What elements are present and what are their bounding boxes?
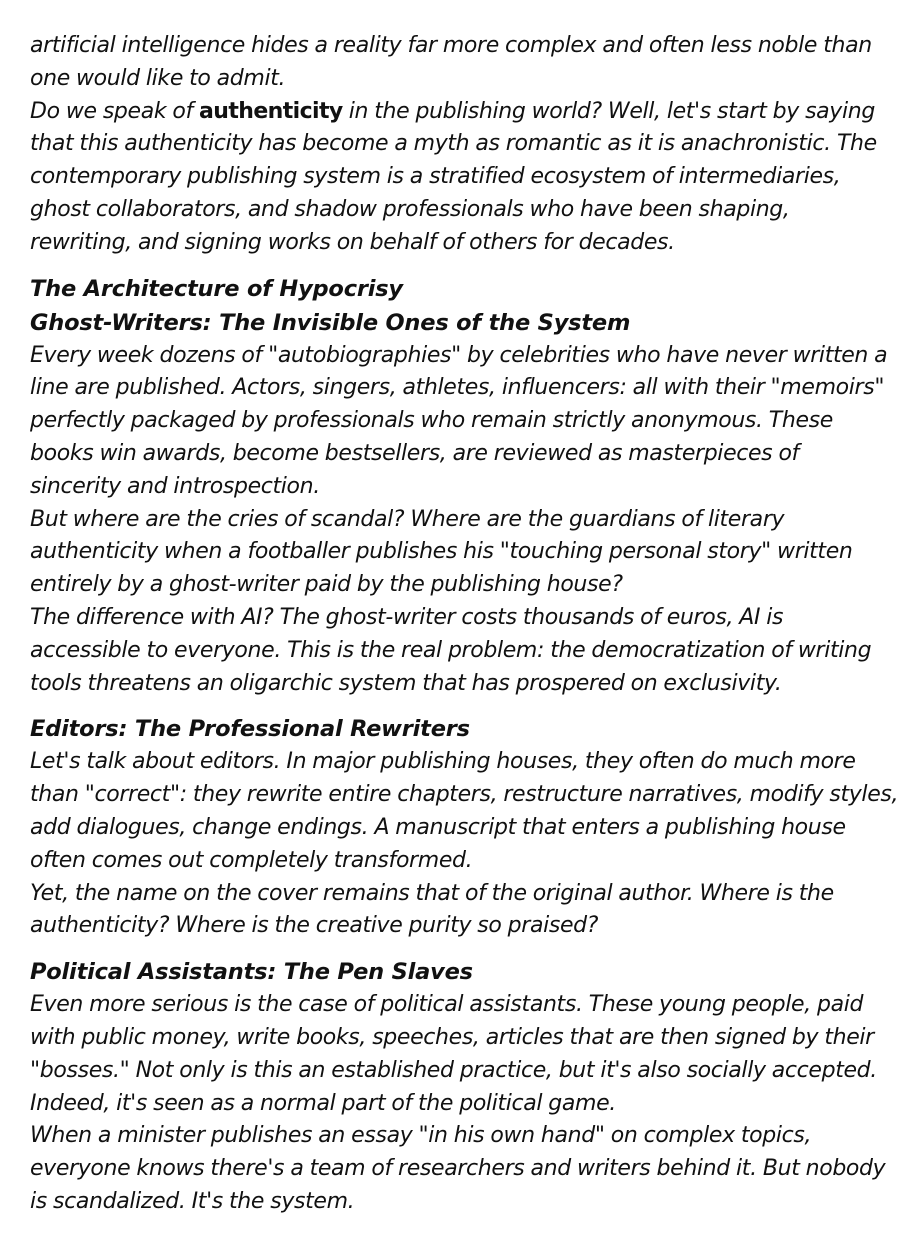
- text-line: Let's talk about editors. In major publishing houses, they often do much more: [30, 749, 856, 775]
- text-line: authenticity when a footballer publishes his "touching personal story" written: [30, 539, 853, 565]
- text-line: contemporary publishing system is a stratified ecosystem of intermediaries,: [30, 164, 841, 190]
- text-line: one would like to admit.: [30, 65, 286, 91]
- text-line: with public money, write books, speeches, articles that are then signed by their: [30, 1024, 874, 1050]
- text-line: rewriting, and signing works on behalf of others for decades.: [30, 229, 675, 255]
- text-line: perfectly packaged by professionals who remain strictly anonymous. These: [30, 408, 833, 434]
- text-line: is scandalized. It's the system.: [30, 1188, 355, 1214]
- text-line: tools threatens an oligarchic system that has prospered on exclusivity.: [30, 670, 782, 696]
- authenticity-paragraph: [30, 96, 877, 260]
- text-line: Every week dozens of "autobiographies" by celebrities who have never written a: [30, 342, 888, 368]
- text-line: line are published. Actors, singers, athletes, influencers: all with their "memoirs": [30, 375, 885, 401]
- text-line: But where are the cries of scandal? Where are the guardians of literary: [30, 506, 785, 532]
- text-line: Indeed, it's seen as a normal part of the political game.: [30, 1090, 616, 1116]
- subheading-ghost-writers: Ghost-Writers: The Invisible Ones of the System: [30, 309, 631, 336]
- text-line: authenticity? Where is the creative purity so praised?: [30, 913, 599, 939]
- subheading-editors: Editors: The Professional Rewriters: [30, 716, 470, 743]
- text-line: Yet, the name on the cover remains that of the original author. Where is the: [30, 880, 834, 906]
- text-line: books win awards, become bestsellers, are reviewed as masterpieces of: [30, 440, 799, 466]
- text-line: The difference with AI? The ghost-writer costs thousands of euros, AI is: [30, 604, 784, 630]
- editors-paragraph-2: [30, 878, 870, 944]
- text-line: sincerity and introspection.: [30, 473, 320, 499]
- political-paragraph-2: [30, 1120, 886, 1218]
- text-line: accessible to everyone. This is the real problem: the democratization of writing: [30, 637, 872, 663]
- text-line: When a minister publishes an essay "in his own hand" on complex topics,: [30, 1123, 812, 1149]
- text-fragment: in the publishing world? Well, let's start by saying: [342, 98, 875, 124]
- ghost-writers-paragraph-2: [30, 504, 870, 602]
- emphasis-authenticity: authenticity: [199, 98, 343, 124]
- text-line: "bosses." Not only is this an established practice, but it's also socially accepted.: [30, 1057, 877, 1083]
- ghost-writers-paragraph-3: [30, 602, 870, 700]
- text-line: than "correct": they rewrite entire chapters, restructure narratives, modify styles,: [30, 782, 899, 808]
- text-line: Even more serious is the case of political assistants. These young people, paid: [30, 992, 864, 1018]
- political-paragraph-1: [30, 989, 877, 1120]
- text-line: that this authenticity has become a myth as romantic as it is anachronistic. The: [30, 131, 877, 157]
- editors-paragraph-1: [30, 746, 899, 877]
- intro-paragraph: [30, 30, 870, 96]
- text-line: entirely by a ghost-writer paid by the publishing house?: [30, 572, 623, 598]
- text-line: add dialogues, change endings. A manuscript that enters a publishing house: [30, 814, 846, 840]
- text-line: ghost collaborators, and shadow professionals who have been shaping,: [30, 196, 790, 222]
- subheading-political-assistants: Political Assistants: The Pen Slaves: [30, 959, 473, 986]
- text-line: artificial intelligence hides a reality far more complex and often less noble than: [30, 33, 872, 58]
- ghost-writers-paragraph-1: [30, 340, 888, 504]
- text-line: [30, 96, 875, 129]
- text-line: everyone knows there's a team of researchers and writers behind it. But nobody: [30, 1156, 886, 1182]
- text-fragment: Do we speak of: [30, 98, 200, 124]
- section-heading-architecture: The Architecture of Hypocrisy: [30, 275, 403, 302]
- text-line: often comes out completely transformed.: [30, 847, 473, 873]
